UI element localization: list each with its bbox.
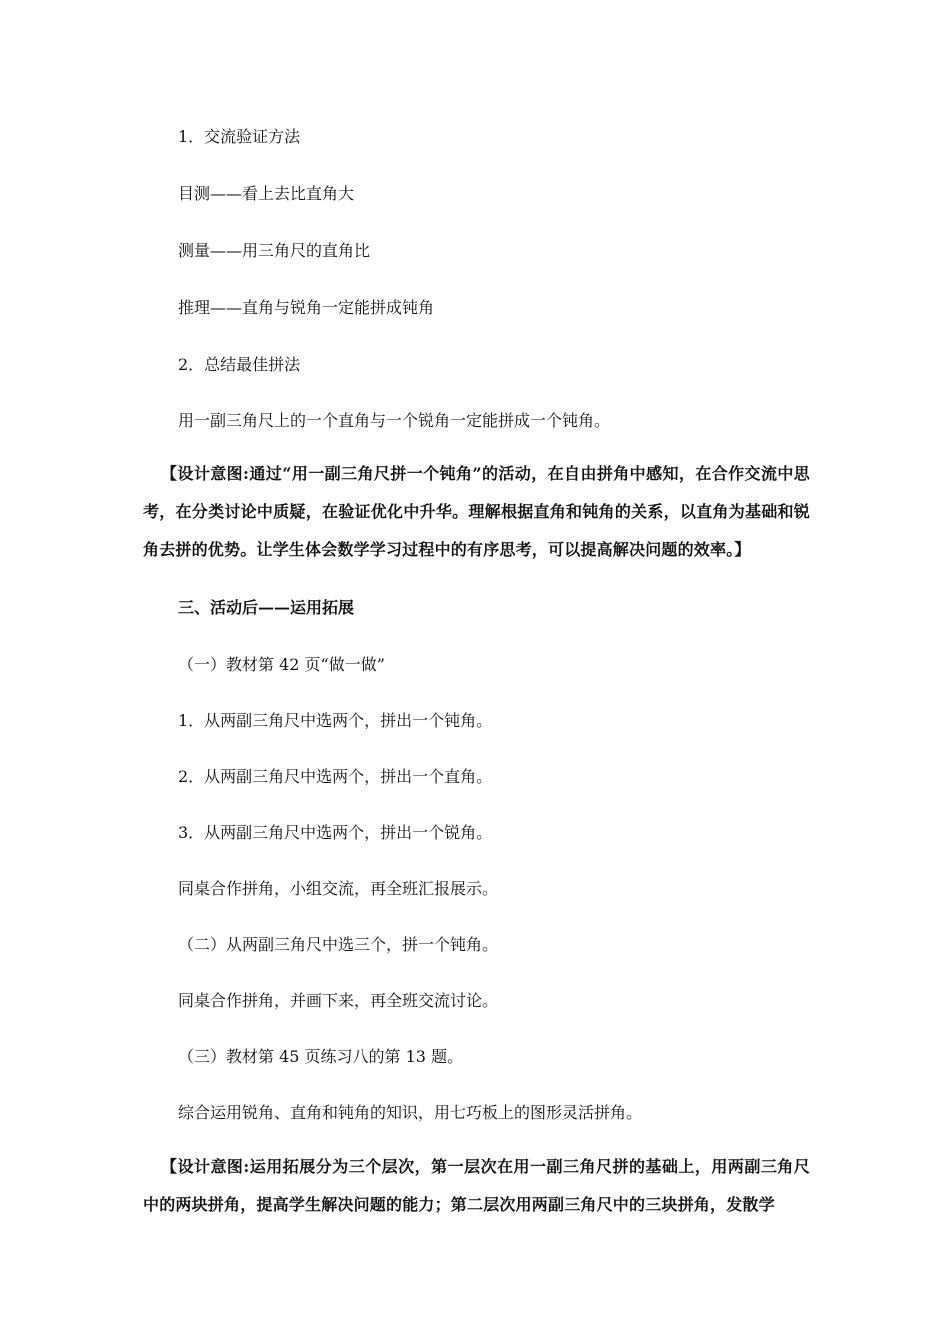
item-acute: 3．从两副三角尺中选两个，拼出一个锐角。	[178, 823, 493, 842]
best-method-text: 用一副三角尺上的一个直角与一个锐角一定能拼成一个钝角。	[178, 411, 611, 430]
design-intent-2: 【设计意图:运用拓展分为三个层次，第一层次在用一副三角尺拼的基础上，用两副三角尺中的两块拼角，提高学生解决问题的能力；第二层次用两副三角尺中的三块拼角，发散学	[143, 1157, 810, 1214]
method-measure: 测量——用三角尺的直角比	[178, 241, 371, 260]
item-obtuse: 1．从两副三角尺中选两个，拼出一个钝角。	[178, 711, 493, 730]
item-textbook-45: （三）教材第 45 页练习八的第 13 题。	[178, 1047, 464, 1066]
item-pair-draw: 同桌合作拼角，并画下来，再全班交流讨论。	[178, 991, 499, 1010]
method-visual: 目测——看上去比直角大	[178, 184, 355, 203]
item-textbook-42: （一）教材第 42 页“做一做”	[178, 655, 385, 674]
heading-verify-methods: 1．交流验证方法	[178, 127, 301, 146]
item-tangram: 综合运用锐角、直角和钝角的知识，用七巧板上的图形灵活拼角。	[178, 1103, 643, 1122]
heading-best-method: 2．总结最佳拼法	[178, 355, 301, 374]
item-three-pieces: （二）从两副三角尺中选三个，拼一个钝角。	[178, 935, 499, 954]
design-intent-1: 【设计意图:通过“用一副三角尺拼一个钝角”的活动，在自由拼角中感知，在合作交流中思考，在分类讨论中质疑，在验证优化中升华。理解根据直角和钝角的关系，以直角为基础和锐角去拼的优势。让学生体会数学学习过程中的有序思考，可以提高解决问题的效率。】	[143, 464, 810, 559]
item-right: 2．从两副三角尺中选两个，拼出一个直角。	[178, 767, 493, 786]
item-pair-share: 同桌合作拼角，小组交流，再全班汇报展示。	[178, 879, 499, 898]
section-3-title: 三、活动后——运用拓展	[178, 598, 355, 617]
method-reason: 推理——直角与锐角一定能拼成钝角	[178, 298, 435, 317]
